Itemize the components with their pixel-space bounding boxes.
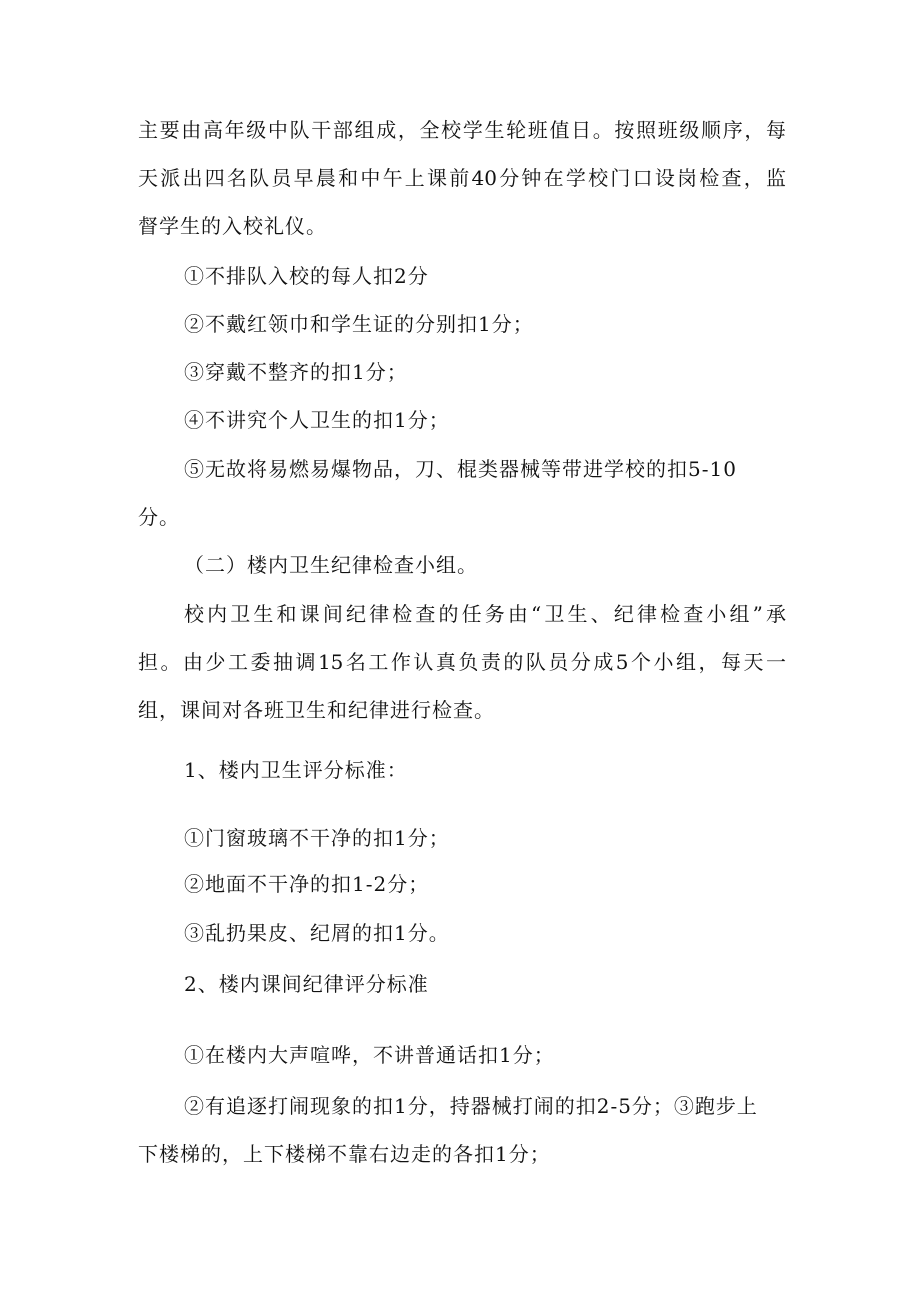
discipline-rule-2: ②有追逐打闹现象的扣1分，持器械打闹的扣2-5分；③跑步上 [184,1094,758,1118]
entry-rule-4: ④不讲究个人卫生的扣1分； [184,408,450,432]
hygiene-rule-2: ②地面不干净的扣1-2分； [184,872,430,896]
discipline-rule-1: ①在楼内大声喧哗，不讲普通话扣1分； [184,1043,555,1067]
discipline-heading: 2、楼内课间纪律评分标准 [184,972,429,996]
intro-line-1: 主要由高年级中队干部组成，全校学生轮班值日。按照班级顺序，每 [138,118,786,142]
intro-line-2: 天派出四名队员早晨和中午上课前40分钟在学校门口设岗检查，监 [138,166,786,190]
intro-line-3: 督学生的入校礼仪。 [138,214,327,238]
section-2-heading: （二）楼内卫生纪律检查小组。 [184,553,478,577]
entry-rule-5: ⑤无故将易燃易爆物品，刀、棍类器械等带进学校的扣5-10 [184,457,737,481]
entry-rule-1: ①不排队入校的每人扣2分 [184,264,429,288]
section-2-line-3: 组，课间对各班卫生和纪律进行检查。 [138,698,495,722]
discipline-rule-3: 下楼梯的，上下楼梯不靠右边走的各扣1分； [138,1142,551,1166]
entry-rule-3: ③穿戴不整齐的扣1分； [184,360,408,384]
entry-rule-5-continuation: 分。 [138,505,180,529]
section-2-line-2: 担。由少工委抽调15名工作认真负责的队员分成5个小组，每天一 [138,650,786,674]
section-2-line-1: 校内卫生和课间纪律检查的任务由“卫生、纪律检查小组”承 [184,602,786,626]
hygiene-rule-3: ③乱扔果皮、纪屑的扣1分。 [184,921,450,945]
hygiene-rule-1: ①门窗玻璃不干净的扣1分； [184,826,450,850]
entry-rule-2: ②不戴红领巾和学生证的分别扣1分； [184,312,534,336]
hygiene-heading: 1、楼内卫生评分标准： [184,758,408,782]
